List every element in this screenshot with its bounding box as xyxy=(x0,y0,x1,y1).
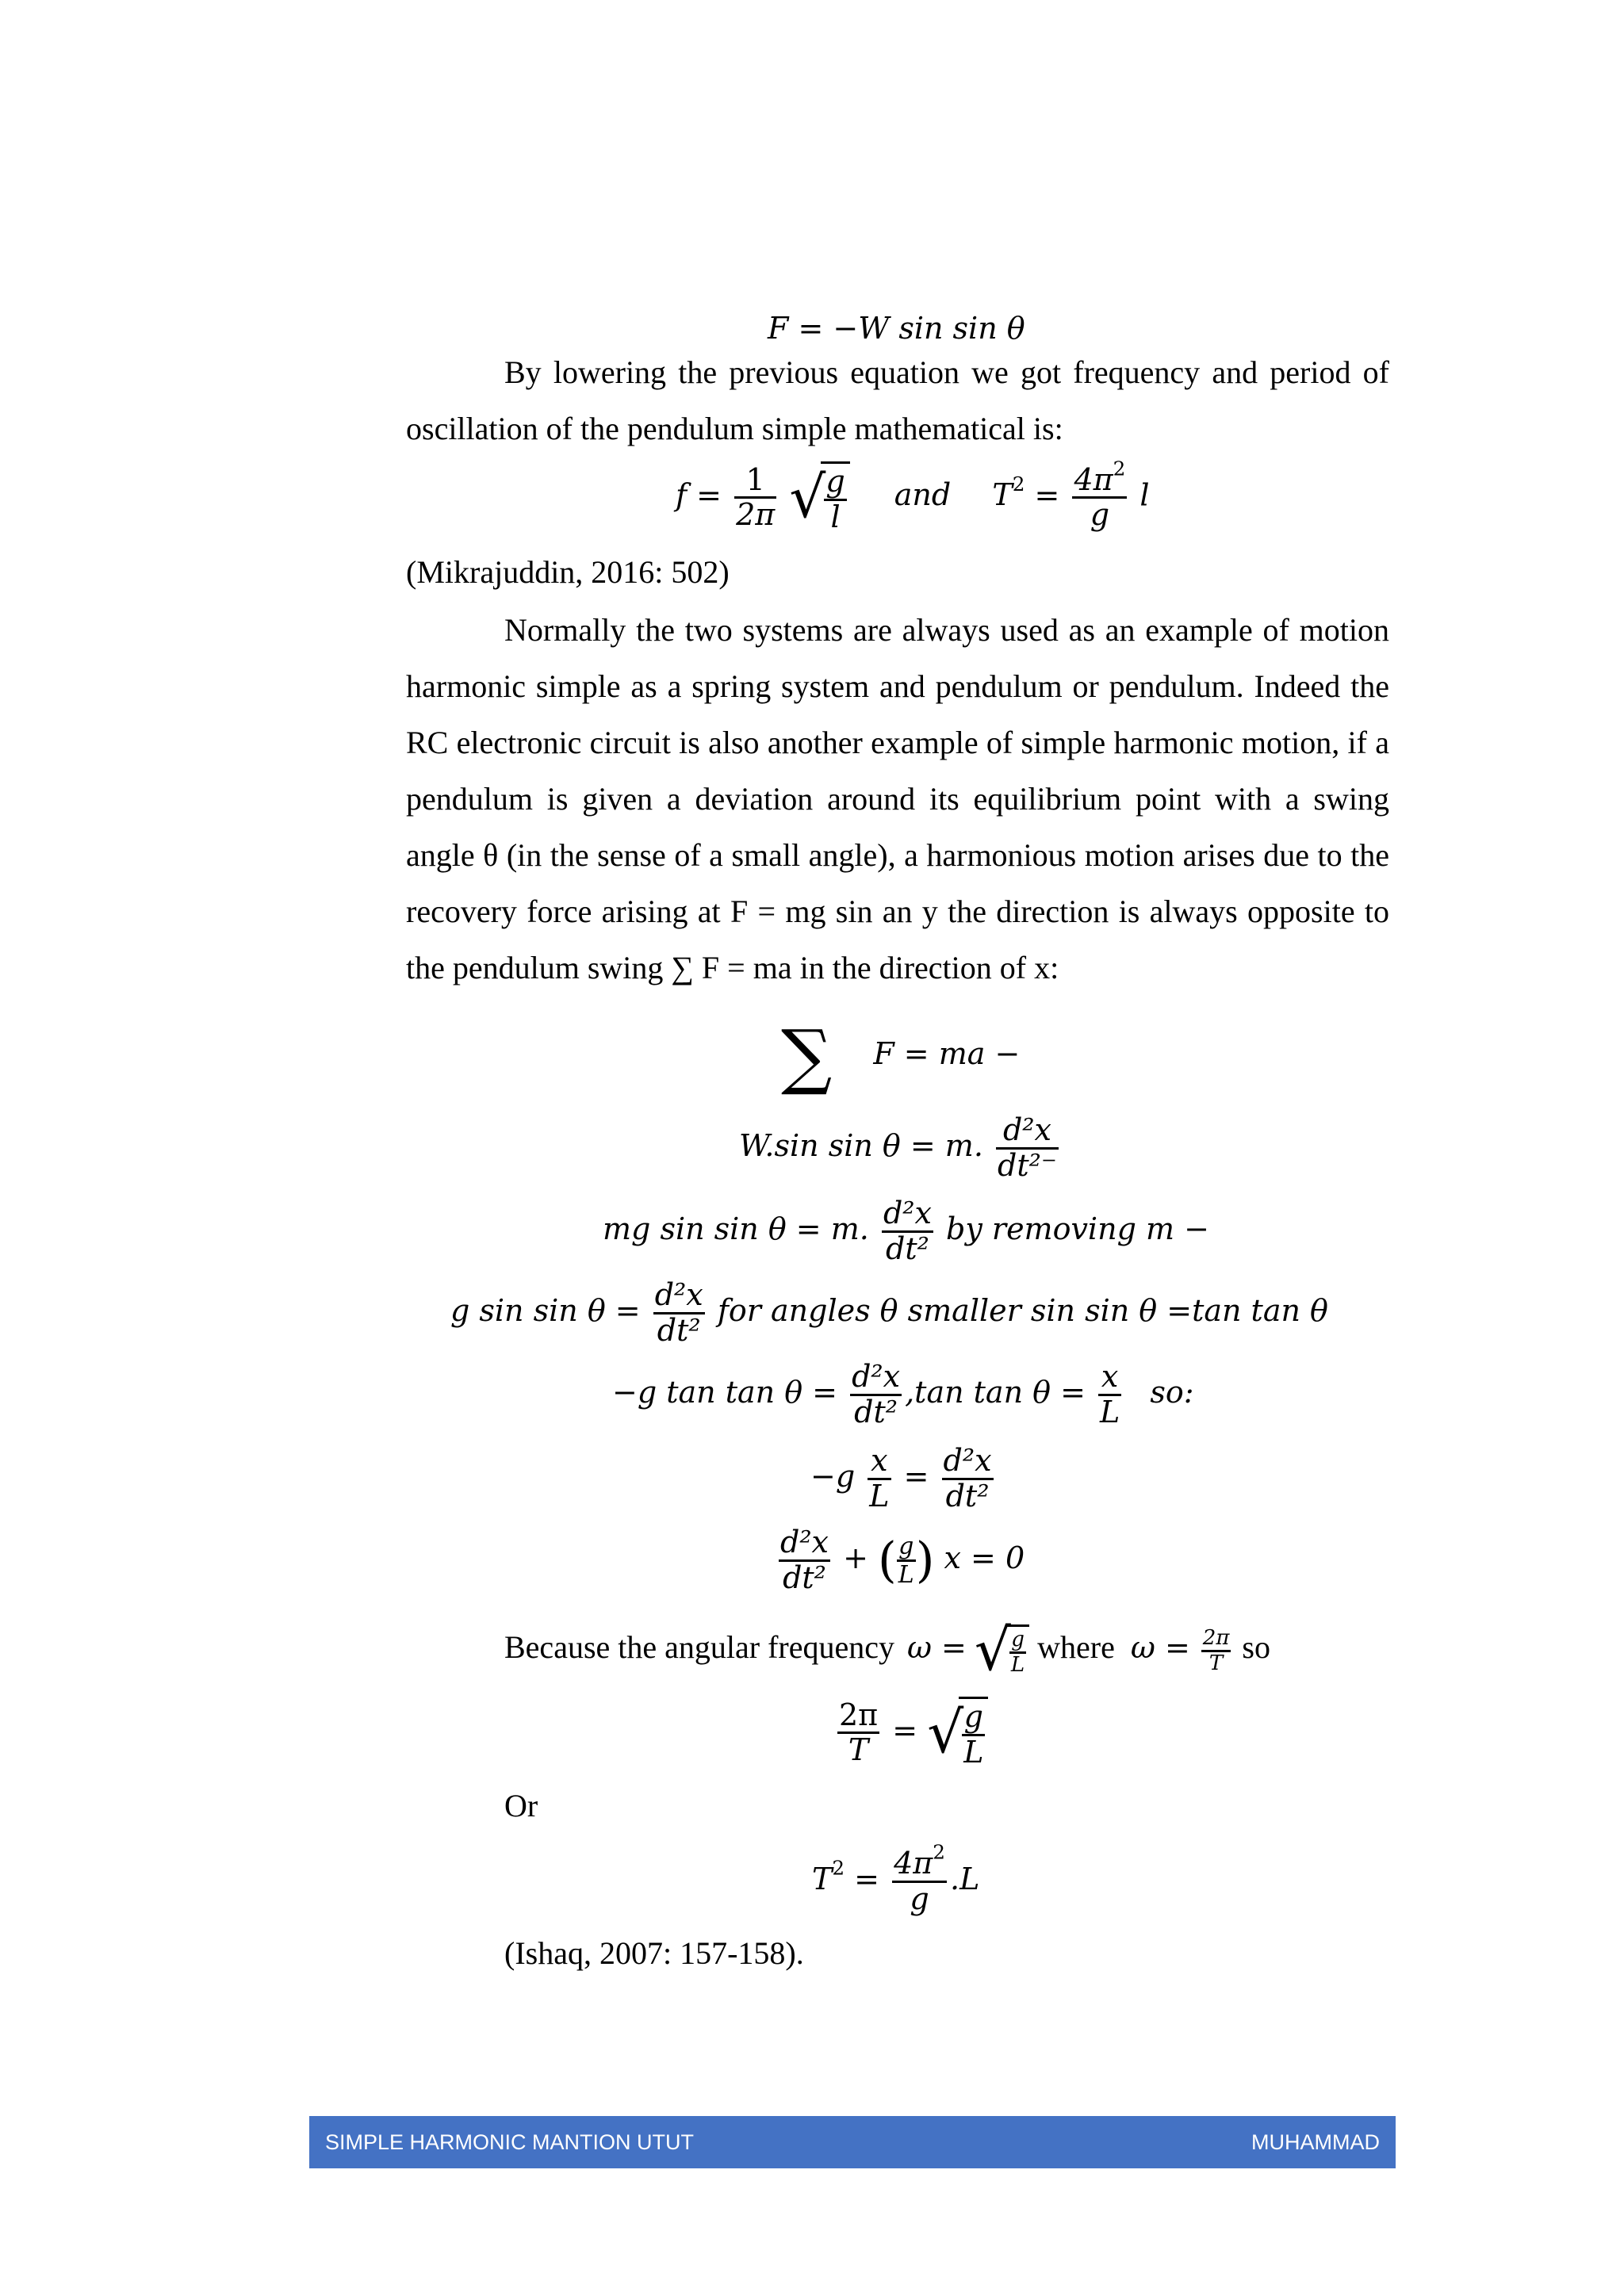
equation-frequency-period: f = $\frac{1}{2\pi}$ √ $\frac{g}{l}$ and $T^2$ = $\frac{4\pi^2}{g}$ l xyxy=(676,456,1150,534)
paragraph-pendulum: Normally the two systems are always used as an example of motion harmonic simple as a spring system and pendulum or pendulum. Indeed the RC electronic circuit is also another example of simple harmonic motion, if a pendulum is given a deviation around its equilibrium point with a swing angle θ (in the sense of a small angle), a harmonious motion arises due to the recovery force arising at F = mg sin an y the direction is always opposite to the pendulum swing ∑ F = ma in the direction of x: xyxy=(406,612,1389,985)
equation-period-squared: $T^2$ = $\frac{4\pi^2}{g}$ .L xyxy=(812,1840,980,1916)
equation-mg: mg sin sin θ = m. $\frac{\text{d²x}}{\text{dt²}}$ by removing m − xyxy=(603,1196,1209,1266)
equation-weight: W.sin sin θ = m. $\frac{\text{d²x}}{\text{dt²⁻}}$ xyxy=(739,1112,1057,1183)
equation-differential: $\frac{\text{d²x}}{\text{dt²}}$ + ( $\frac{g}{L}$ ) x = 0 xyxy=(780,1525,1025,1595)
equation-small-angle: g sin sin θ = $\frac{\text{d²x}}{\text{dt²}}$ for angles θ smaller sin sin θ =tan tan θ xyxy=(450,1277,1328,1348)
paragraph-intro: By lowering the previous equation we got frequency and period of oscillation of the pendulum simple mathematical is: xyxy=(406,354,1389,446)
citation-ishaq: (Ishaq, 2007: 157-158). xyxy=(504,1935,804,1971)
footer-title: SIMPLE HARMONIC MANTION UTUT xyxy=(325,2130,695,2154)
or-label: Or xyxy=(504,1788,538,1823)
equation-period-relation: $\frac{2\pi}{T}$ = √ $\frac{g}{L}$ xyxy=(834,1697,988,1770)
equation-force: F = −W sin sin θ xyxy=(768,311,1025,346)
equation-sum-force: ∑ F = ma − xyxy=(781,1015,1021,1098)
equation-gx-over-l: −g $\frac{x}{L}$ = $\frac{\text{d²x}}{\text{dt²}}$ xyxy=(810,1443,992,1513)
angular-frequency-line: Because the angular frequency ω = √ $\frac{g}{L}$ where ω = $\frac{2\pi}{T}$ so xyxy=(504,1617,1270,1684)
citation-mikrajuddin: (Mikrajuddin, 2016: 502) xyxy=(406,554,730,590)
footer-author: MUHAMMAD xyxy=(1251,2130,1380,2154)
equation-tangent: −g tan tan θ = $\frac{\text{d²x}}{\text{dt²}}$ ,tan tan θ = $\frac{x}{L}$ so: xyxy=(612,1359,1194,1429)
page-footer xyxy=(309,2116,1396,2168)
